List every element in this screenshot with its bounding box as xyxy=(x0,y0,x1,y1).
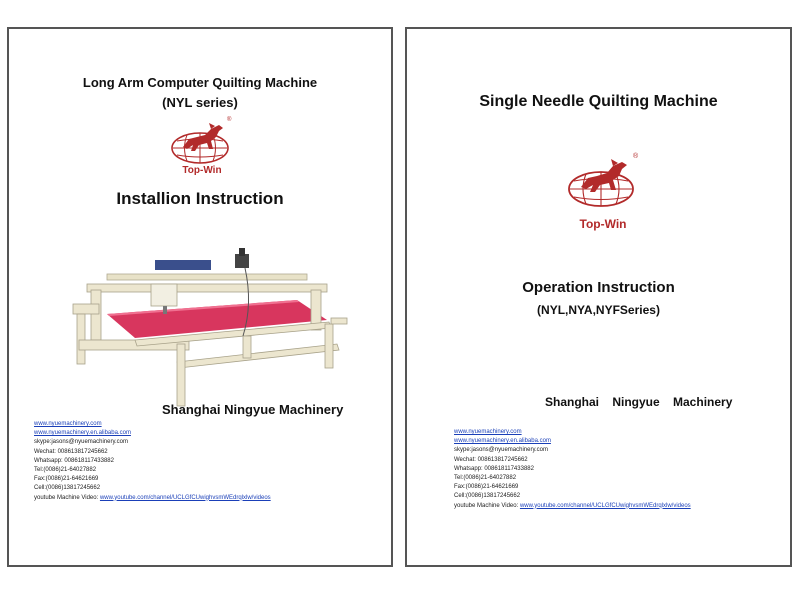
youtube-link[interactable]: www.youtube.com/channel/UCLGfCUwighvsmWEdrqlxlw/videos xyxy=(99,494,271,501)
left-company-name: Shanghai Ningyue Machinery xyxy=(162,402,344,417)
left-title-line1: Long Arm Computer Quilting Machine xyxy=(82,75,318,90)
alibaba-link[interactable]: www.nyuemachinery.en.alibaba.com xyxy=(34,430,131,437)
right-document-page xyxy=(405,27,792,567)
website-link[interactable]: www.nyuemachinery.com xyxy=(34,421,102,427)
youtube-link[interactable]: www.youtube.com/channel/UCLGfCUwighvsmWEdrqlxlw/videos xyxy=(519,502,691,509)
logo-text: Top-Win xyxy=(579,217,627,231)
fax-text: Fax:(0086)21-64621669 xyxy=(34,476,99,483)
left-contact-block xyxy=(34,420,271,503)
registered-mark: ® xyxy=(633,153,639,160)
whatsapp-text: Whatsapp: 008618117433882 xyxy=(454,465,534,472)
horse-globe-logo-icon xyxy=(169,119,235,167)
tel-text: Tel:(0086)21-64027882 xyxy=(34,467,97,474)
skype-text: skype:jasons@nyuemachinery.com xyxy=(34,439,129,446)
top-win-logo xyxy=(565,155,641,229)
skype-text: skype:jasons@nyuemachinery.com xyxy=(454,447,549,454)
wechat-text: Wechat: 008613817245662 xyxy=(454,456,528,463)
tel-text: Tel:(0086)21-64027882 xyxy=(454,475,517,482)
fax-text: Fax:(0086)21-64621669 xyxy=(454,484,519,491)
youtube-label: youtube Machine Video: xyxy=(34,494,100,501)
right-company-name: Shanghai Ningyue Machinery xyxy=(545,395,733,409)
youtube-label: youtube Machine Video: xyxy=(454,502,520,509)
registered-mark: ® xyxy=(227,117,232,123)
cell-text: Cell:(0086)13817245662 xyxy=(34,485,101,492)
cell-text: Cell:(0086)13817245662 xyxy=(454,493,521,500)
left-heading: Installion Instruction xyxy=(116,189,284,208)
alibaba-link[interactable]: www.nyuemachinery.en.alibaba.com xyxy=(454,438,551,445)
website-link[interactable]: www.nyuemachinery.com xyxy=(454,429,522,435)
right-contact-block xyxy=(454,428,691,511)
right-heading: Operation Instruction xyxy=(522,279,675,296)
left-document-page xyxy=(7,27,393,567)
top-win-logo xyxy=(169,119,235,177)
right-subheading: (NYL,NYA,NYFSeries) xyxy=(537,303,660,317)
horse-globe-logo-icon xyxy=(565,155,641,211)
wechat-text: Wechat: 008613817245662 xyxy=(34,448,108,455)
quilting-machine-image xyxy=(67,244,352,409)
logo-text: Top-Win xyxy=(182,165,222,176)
whatsapp-text: Whatsapp: 008618117433882 xyxy=(34,457,114,464)
right-title: Single Needle Quilting Machine xyxy=(479,93,718,110)
left-title-line2: (NYL series) xyxy=(162,95,238,110)
